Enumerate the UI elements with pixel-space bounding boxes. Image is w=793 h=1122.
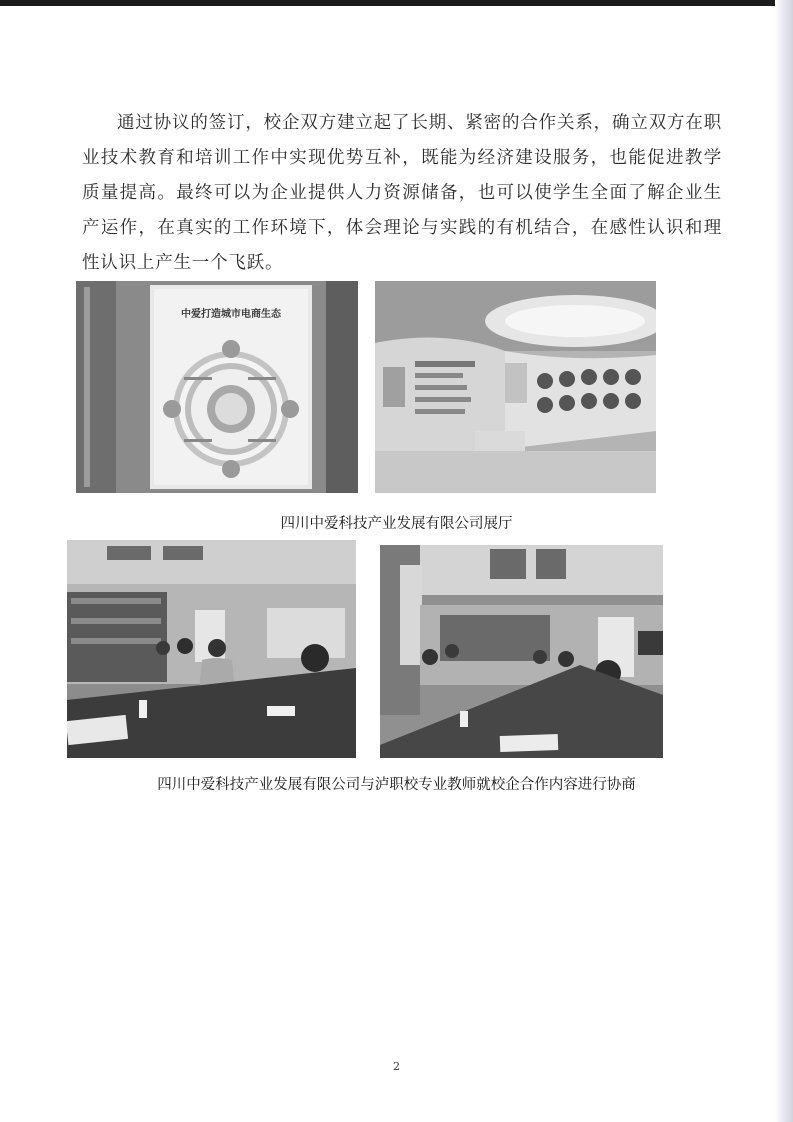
caption-exhibition: 四川中爱科技产业发展有限公司展厅 [280,516,513,532]
photo-exhibition-poster [76,281,358,493]
page-top-border [0,0,793,6]
page-edge-shadow [775,0,793,1122]
photo-exhibition-hall [375,281,656,493]
caption-meeting: 四川中爱科技产业发展有限公司与泸职校专业教师就校企合作内容进行协商 [157,777,636,793]
photo-meeting-left [67,540,356,758]
body-paragraph: 通过协议的签订，校企双方建立起了长期、紧密的合作关系，确立双方在职业技术教育和培训工作中实现优势互补，既能为经济建设服务，也能促进教学质量提高。最终可以为企业提供人力资源储备，也可以使学生全面了解企业生产运作，在真实的工作环境下，体会理论与实践的有机结合，在感性认识和理性认识上产生一个飞跃。 [82,113,722,273]
poster-title: 中爱打造城市电商生态 [181,309,281,320]
page-number: 2 [393,1060,400,1073]
photo-meeting-right [380,545,663,758]
